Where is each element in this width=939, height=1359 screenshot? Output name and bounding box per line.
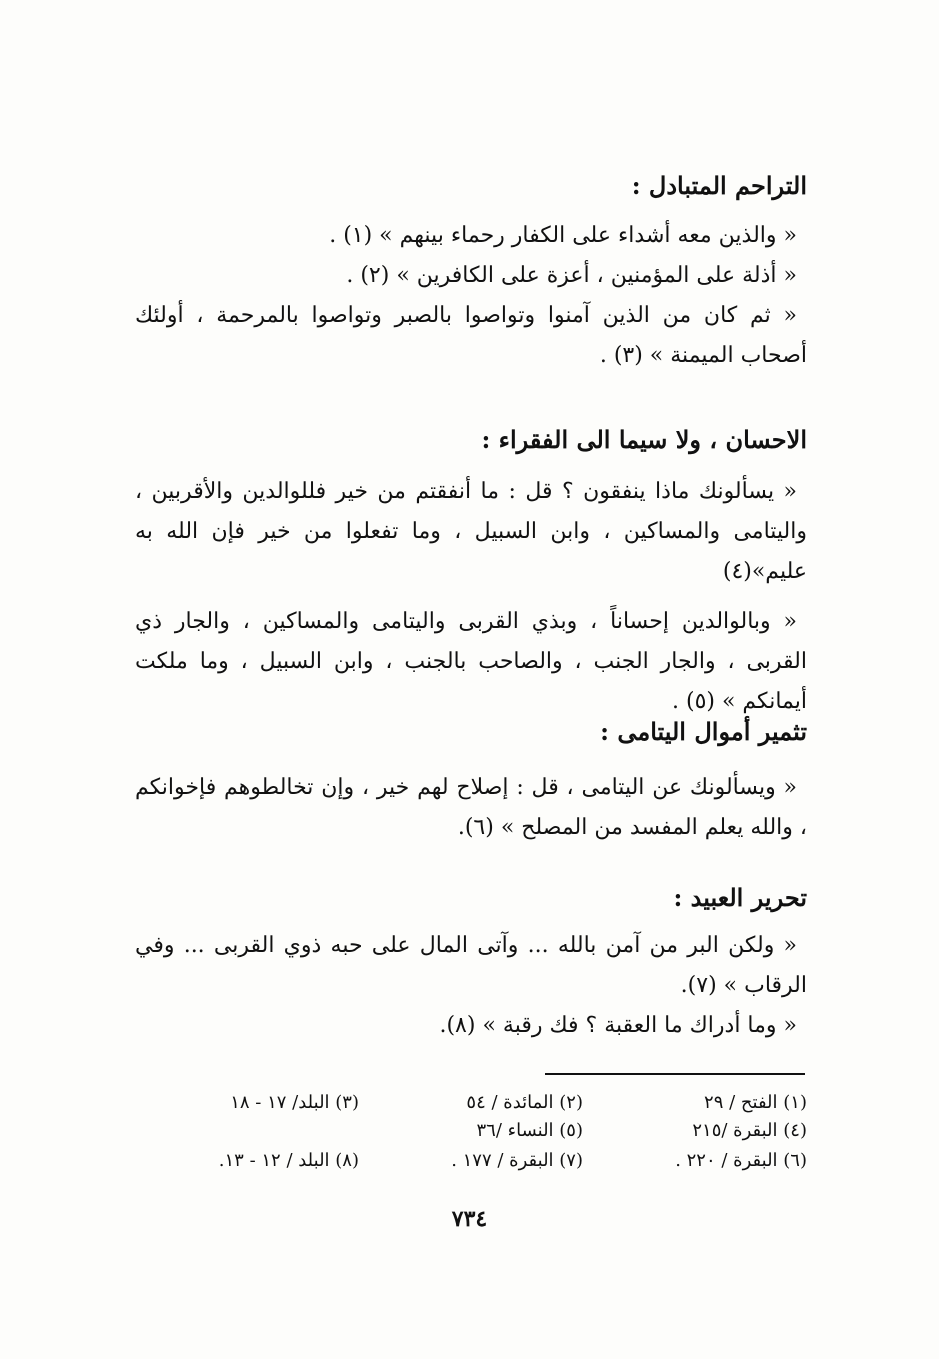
section-charity: [135, 422, 807, 722]
section-freeing-slaves: [135, 880, 807, 1046]
section-heading: تحرير العبيد :: [673, 883, 807, 912]
section-orphans-wealth: [135, 714, 807, 848]
verse: « ويسألونك عن اليتامى ، قل : إصلاح لهم خير ، وإن تخالطوهم فإخوانكم ، والله يعلم المفسد من المصلح » (٦).: [135, 775, 807, 840]
verse: « وما أدراك ما العقبة ؟ فك رقبة » (٨).: [439, 1013, 797, 1038]
footnote-row: [135, 1150, 807, 1180]
verse: « ثم كان من الذين آمنوا وتواصوا بالصبر وتواصوا بالمرحمة ، أولئك أصحاب الميمنة » (٣) .: [135, 303, 807, 368]
section-heading: الاحسان ، ولا سيما الى الفقراء :: [481, 425, 807, 454]
footnote: [135, 1120, 359, 1150]
verse: « يسألونك ماذا ينفقون ؟ قل : ما أنفقتم من خير فللوالدين والأقربين ، واليتامى والمساكين ، وابن السبيل ، وما تفعلوا من خير فإن الله به عليم»(٤): [135, 479, 807, 584]
footnote: (٤) البقرة /٢١٥: [692, 1120, 807, 1141]
footnote-divider: [545, 1073, 805, 1075]
footnote: (٧) البقرة / ١٧٧ .: [451, 1150, 583, 1171]
footnote: (٥) النساء /٣٦: [476, 1120, 583, 1141]
section-heading: تثمير أموال اليتامى :: [600, 717, 807, 746]
verse: « والذين معه أشداء على الكفار رحماء بينهم » (١) .: [329, 223, 797, 248]
verse: « ولكن البر من آمن بالله ... وآتى المال على حبه ذوي القربى ... وفي الرقاب » (٧).: [135, 933, 807, 998]
verse: « أذلة على المؤمنين ، أعزة على الكافرين » (٢) .: [346, 263, 797, 288]
footnote: (٨) البلد / ١٢ - ١٣.: [218, 1150, 359, 1171]
footnote-row: [135, 1120, 807, 1150]
section-mutual-compassion: [135, 168, 807, 376]
footnote: (٣) البلد/ ١٧ - ١٨: [230, 1092, 359, 1113]
footnote: (١) الفتح / ٢٩: [704, 1092, 807, 1113]
page-number: ٧٣٤: [451, 1206, 488, 1232]
verse: « وبالوالدين إحساناً ، وبذي القربى واليتامى والمساكين ، والجار ذي القربى ، والجار الجنب ، والصاحب بالجنب ، وابن السبيل ، وما ملكت أيمانكم » (٥) .: [135, 609, 807, 714]
footnote: (٦) البقرة / ٢٢٠ .: [675, 1150, 807, 1171]
footnote-row: [135, 1092, 807, 1122]
section-heading: التراحم المتبادل :: [631, 171, 807, 200]
footnote: (٢) المائدة / ٥٤: [466, 1092, 583, 1113]
